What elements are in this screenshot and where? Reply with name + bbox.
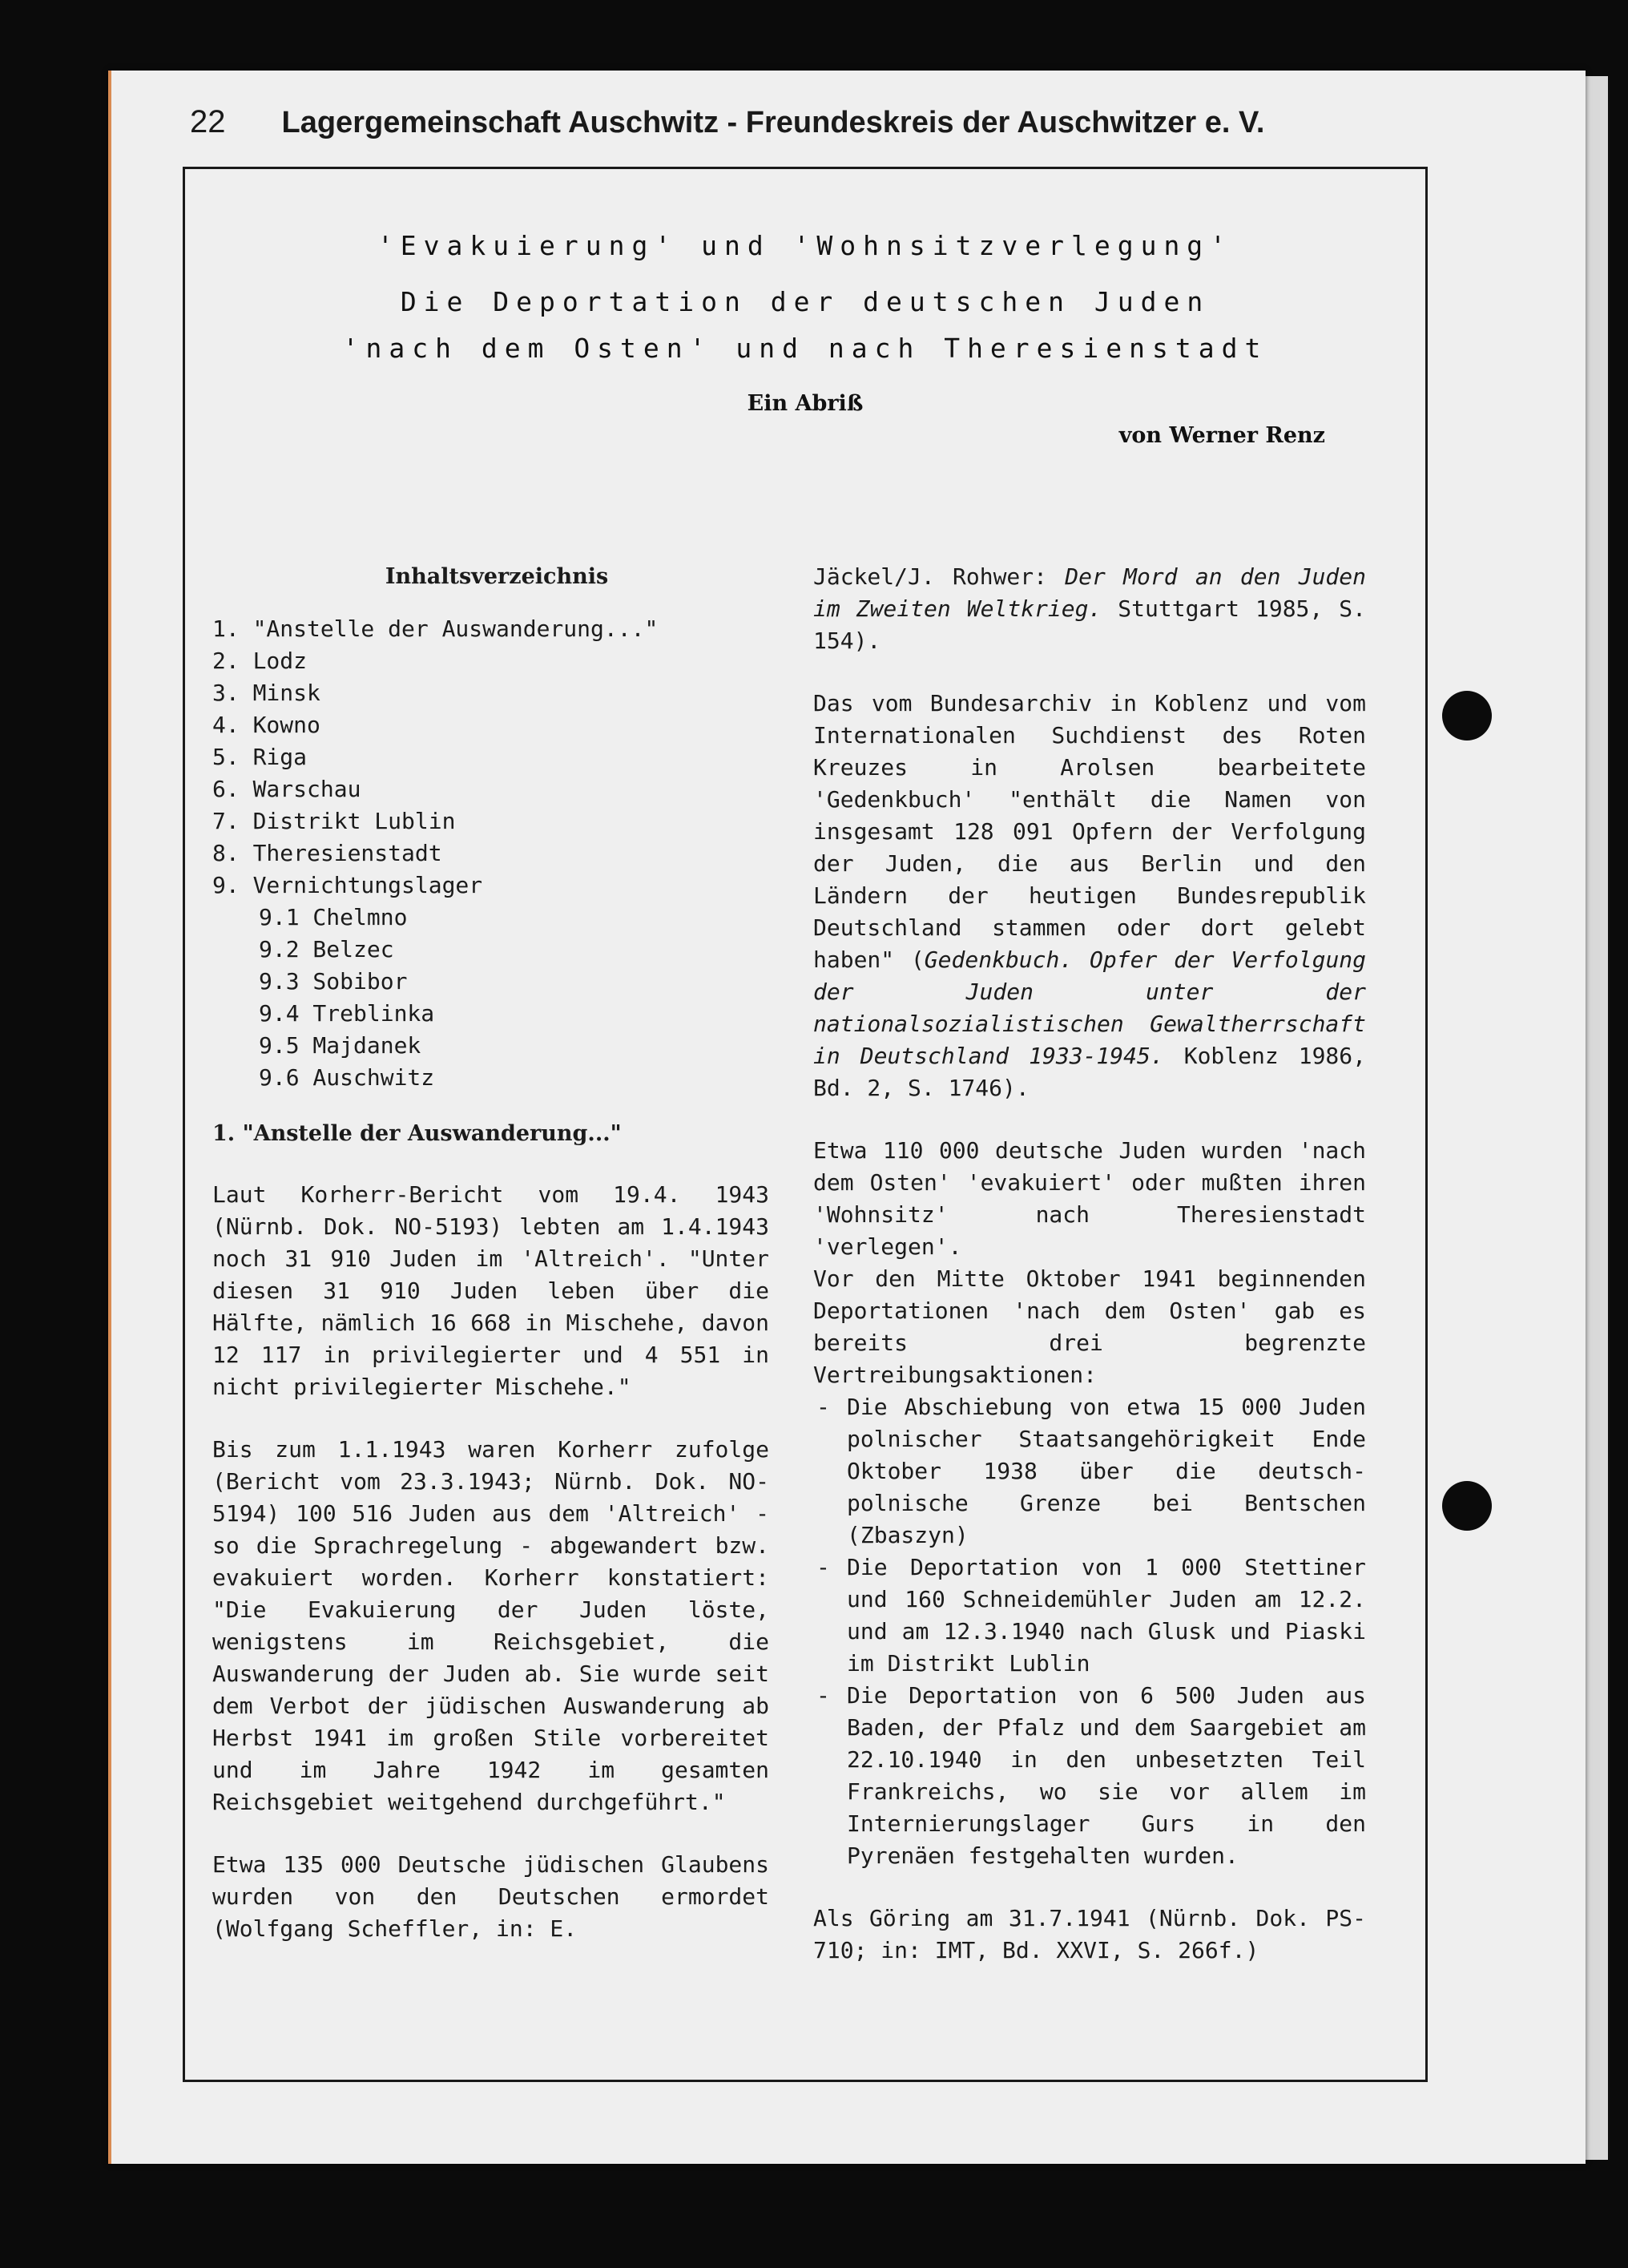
toc-item: 6. Warschau: [212, 776, 361, 802]
citation-text: Stuttgart 1985, S. 154).: [813, 595, 1366, 654]
article-title: [186, 223, 1424, 372]
gedenkbuch-book-title: Gedenkbuch. Opfer der Verfolgung der Juden unter der nationalsozialistischen Gewaltherrschaft in Deutschland 1933-1945.: [813, 946, 1367, 1069]
toc-subitem: 9.5 Majdanek: [259, 1032, 421, 1059]
toc-item: 3. Minsk: [212, 680, 320, 706]
page-number: 22: [190, 104, 226, 139]
toc-subitem: 9.2 Belzec: [259, 936, 394, 962]
toc-item: 5. Riga: [212, 744, 308, 770]
citation-text: Jäckel/J. Rohwer:: [813, 563, 1066, 590]
subtitle: Ein Abriß: [747, 391, 864, 416]
toc-item: 2. Lodz: [212, 648, 308, 674]
running-header: [190, 104, 1440, 152]
toc-heading: Inhaltsverzeichnis: [385, 564, 609, 589]
toc-item: 7. Distrikt Lublin: [212, 808, 456, 834]
section-1-paragraph-3: Etwa 135 000 Deutsche jüdischen Glaubens wurden von den Deutschen ermordet (Wolfgang Scheffler, in: E.: [212, 1851, 769, 1942]
toc-subitem: 9.3 Sobibor: [259, 968, 408, 995]
toc-item: 1. "Anstelle der Auswanderung...": [212, 615, 659, 642]
publication-name: Lagergemeinschaft Auschwitz - Freundeskreis der Auschwitzer e. V.: [281, 106, 1265, 139]
toc-item: 4. Kowno: [212, 712, 320, 738]
title-line-2: Die Deportation der deutschen Juden: [400, 286, 1211, 317]
section-1-heading: 1. "Anstelle der Auswanderung...": [212, 1121, 622, 1146]
toc-item: 8. Theresienstadt: [212, 840, 442, 866]
list-item: - Die Abschiebung von etwa 15 000 Juden polnischer Staatsangehörigkeit Ende Oktober 1938 über die deutsch-polnische Grenze bei Bentschen (Zbaszyn): [813, 1391, 1366, 1552]
author-line: von Werner Renz: [1118, 423, 1325, 448]
left-column: [212, 561, 769, 1975]
right-paragraph-citation: [813, 561, 1366, 657]
section-1-paragraph-1: Laut Korherr-Bericht vom 19.4. 1943 (Nürnb. Dok. NO-5193) lebten am 1.4.1943 noch 31 910 Juden im 'Altreich'. "Unter diesen 31 910 Juden leben über die Hälfte, nämlich 16 668 in Mischehe, davon 12 117 in privilegierter und 4 551 in nicht privilegierter Mischehe.": [212, 1181, 769, 1400]
title-line-1: 'Evakuierung' und 'Wohnsitzverlegung': [377, 230, 1234, 261]
right-column: [813, 561, 1366, 1997]
toc-subitem: 9.6 Auschwitz: [259, 1064, 435, 1091]
list-item: - Die Deportation von 1 000 Stettiner und 160 Schneidemühler Juden am 12.2. und am 12.3.1940 nach Glusk und Piaski im Distrikt Lublin: [813, 1552, 1366, 1680]
gedenkbuch-text: Das vom Bundesarchiv in Koblenz und vom Internationalen Suchdienst des Roten Kreuzes in Arolsen bearbeitete 'Gedenkbuch' "enthält die Namen von insgesamt 128 091 Opfern der Verfolgung der Juden, die aus Berlin und den Ländern der heutigen Bundesrepublik Deutschland stammen oder dort gelebt haben" (: [813, 690, 1366, 973]
gedenkbuch-text: Koblenz 1986, Bd. 2, S. 1746).: [813, 1043, 1366, 1101]
right-paragraph-evakuiert: Etwa 110 000 deutsche Juden wurden 'nach dem Osten' 'evakuiert' oder mußten ihren 'Wohnsitz' nach Theresienstadt 'verlegen'.: [813, 1137, 1366, 1260]
toc-subitem: 9.4 Treblinka: [259, 1000, 435, 1027]
punch-hole-lower: [1442, 1481, 1492, 1531]
title-line-3: 'nach dem Osten' und nach Theresienstadt: [342, 333, 1268, 364]
punch-hole-upper: [1442, 691, 1492, 741]
right-paragraph-goering: Als Göring am 31.7.1941 (Nürnb. Dok. PS-710; in: IMT, Bd. XXVI, S. 266f.): [813, 1905, 1366, 1963]
vertreibung-list: [813, 1391, 1366, 1872]
toc-subitem: 9.1 Chelmno: [259, 904, 408, 930]
toc-item: 9. Vernichtungslager: [212, 872, 483, 898]
right-paragraph-gedenkbuch: [813, 688, 1366, 1104]
section-1-paragraph-2: Bis zum 1.1.1943 waren Korherr zufolge (Bericht vom 23.3.1943; Nürnb. Dok. NO-5194) 100 516 Juden aus dem 'Altreich' - so die Sprachregelung - abgewandert bzw. evakuiert worden. Korherr konstatiert: "Die Evakuierung der Juden löste, wenigstens im Reichsgebiet, die Auswanderung der Juden ab. Sie wurde seit dem Verbot der jüdischen Auswanderung ab Herbst 1941 im großen Stile vorbereitet und im Jahre 1942 im gesamten Reichsgebiet weitgehend durchgeführt.": [212, 1436, 769, 1815]
right-paragraph-vertreibung: Vor den Mitte Oktober 1941 beginnenden Deportationen 'nach dem Osten' gab es bereits drei begrenzte Vertreibungsaktionen:: [813, 1265, 1366, 1388]
citation-book-title: Der Mord an den Juden im Zweiten Weltkrieg.: [813, 563, 1367, 622]
list-item: - Die Deportation von 6 500 Juden aus Baden, der Pfalz und dem Saargebiet am 22.10.1940 in den unbesetzten Teil Frankreichs, wo sie vor allem im Internierungslager Gurs in den Pyrenäen festgehalten wurden.: [813, 1680, 1366, 1872]
